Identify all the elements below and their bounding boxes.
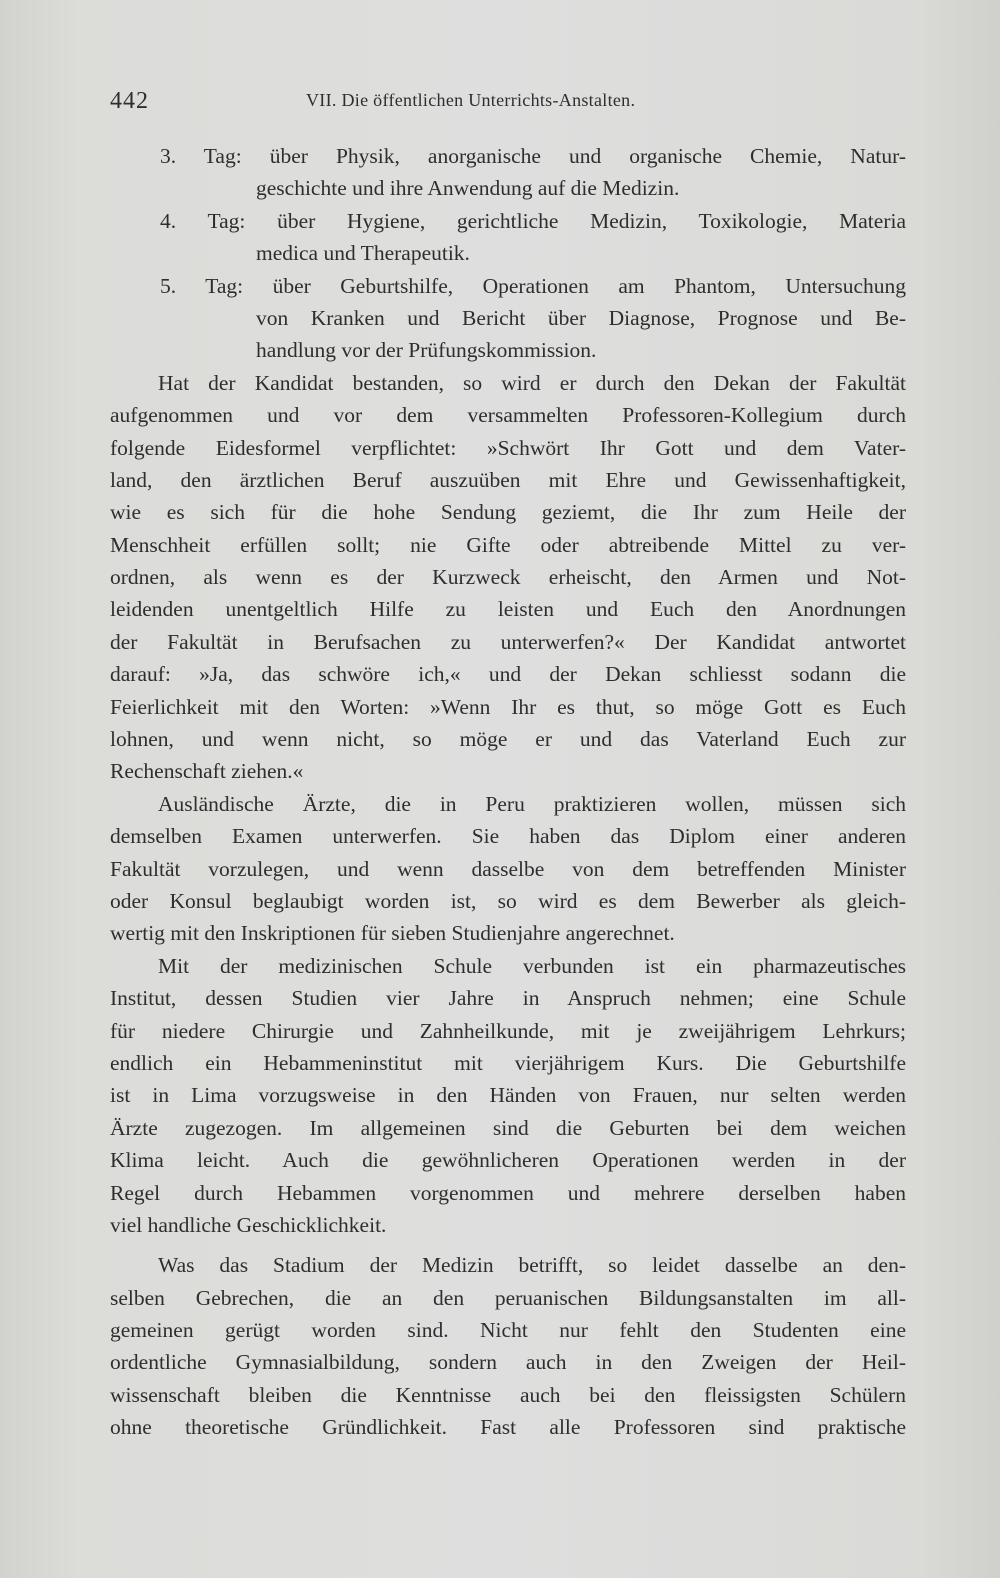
text-line: Feierlichkeit mit den Worten: »Wenn Ihr es thut, so möge Gott es Euch [110, 694, 906, 719]
text-line: 4. Tag: über Hygiene, gerichtliche Medizin, Toxikologie, Materia [160, 208, 906, 233]
text-line: lohnen, und wenn nicht, so möge er und das Vaterland Euch zur [110, 727, 906, 752]
text-line: der Fakultät in Berufsachen zu unterwerfen?« Der Kandidat antwortet [110, 629, 906, 654]
text-line: Klima leicht. Auch die gewöhnlicheren Operationen werden in der [110, 1148, 906, 1173]
text-line: Institut, dessen Studien vier Jahre in Anspruch nehmen; eine Schule [110, 986, 906, 1011]
text-line: Was das Stadium der Medizin betrifft, so leidet dasselbe an den- [158, 1253, 906, 1278]
list-item [110, 140, 906, 205]
text-line: Mit der medizinischen Schule verbunden ist ein pharmazeutisches [158, 953, 906, 978]
paragraph [110, 367, 906, 788]
text-line: darauf: »Ja, das schwöre ich,« und der Dekan schliesst sodann die [110, 662, 906, 687]
text-line: folgende Eidesformel verpflichtet: »Schwört Ihr Gott und dem Vater- [110, 435, 906, 460]
text-line: wertig mit den Inskriptionen für sieben Studienjahre angerechnet. [110, 921, 675, 946]
text-line: Fakultät vorzulegen, und wenn dasselbe von dem betreffenden Minister [110, 856, 906, 881]
text-line: demselben Examen unterwerfen. Sie haben das Diplom einer anderen [110, 824, 906, 849]
text-line: wissenschaft bleiben die Kenntnisse auch bei den fleissigsten Schülern [110, 1382, 906, 1407]
paragraph [110, 788, 906, 950]
text-line: land, den ärztlichen Beruf auszuüben mit Ehre und Gewissenhaftigkeit, [110, 467, 906, 492]
body-text [110, 140, 906, 1444]
text-line: Regel durch Hebammen vorgenommen und mehrere derselben haben [110, 1180, 906, 1205]
text-line: handlung vor der Prüfungskommission. [256, 338, 597, 363]
text-line: Menschheit erfüllen sollt; nie Gifte oder abtreibende Mittel zu ver- [110, 532, 906, 557]
list-item [110, 270, 906, 367]
text-line: Hat der Kandidat bestanden, so wird er durch den Dekan der Fakultät [158, 370, 906, 395]
text-line: viel handliche Geschicklichkeit. [110, 1212, 387, 1237]
text-line: endlich ein Hebammeninstitut mit vierjährigem Kurs. Die Geburtshilfe [110, 1050, 906, 1075]
text-line: für niedere Chirurgie und Zahnheilkunde, mit je zweijährigem Lehrkurs; [110, 1018, 906, 1043]
running-head: VII. Die öffentlichen Unterrichts-Anstalten. [306, 90, 636, 110]
text-line: ordentliche Gymnasialbildung, sondern auch in den Zweigen der Heil- [110, 1350, 906, 1375]
text-line: von Kranken und Bericht über Diagnose, Prognose und Be- [256, 305, 906, 330]
text-line: Rechenschaft ziehen.« [110, 759, 304, 784]
text-line: ohne theoretische Gründlichkeit. Fast alle Professoren sind praktische [110, 1415, 906, 1440]
text-line: geschichte und ihre Anwendung auf die Medizin. [256, 176, 680, 201]
text-line: gemeinen gerügt worden sind. Nicht nur fehlt den Studenten eine [110, 1318, 906, 1343]
text-line: leidenden unentgeltlich Hilfe zu leisten und Euch den Anordnungen [110, 597, 906, 622]
text-line: ordnen, als wenn es der Kurzweck erheischt, den Armen und Not- [110, 565, 906, 590]
text-line: Ärzte zugezogen. Im allgemeinen sind die Geburten bei dem weichen [110, 1115, 906, 1140]
list-item [110, 205, 906, 270]
text-line: ist in Lima vorzugsweise in den Händen von Frauen, nur selten werden [110, 1083, 906, 1108]
text-line: medica und Therapeutik. [256, 241, 470, 266]
text-line: 3. Tag: über Physik, anorganische und organische Chemie, Natur- [160, 144, 906, 168]
page-header [110, 88, 900, 118]
page-number: 442 [110, 88, 149, 114]
paragraph [110, 950, 906, 1242]
paragraph [110, 1249, 906, 1443]
text-line: 5. Tag: über Geburtshilfe, Operationen am Phantom, Untersuchung [160, 273, 906, 298]
text-line: selben Gebrechen, die an den peruanischen Bildungsanstalten im all- [110, 1285, 906, 1310]
text-line: Ausländische Ärzte, die in Peru praktizieren wollen, müssen sich [158, 791, 906, 816]
text-line: aufgenommen und vor dem versammelten Professoren-Kollegium durch [110, 403, 906, 428]
text-line: wie es sich für die hohe Sendung geziemt, die Ihr zum Heile der [110, 500, 906, 525]
text-line: oder Konsul beglaubigt worden ist, so wird es dem Bewerber als gleich- [110, 888, 906, 913]
